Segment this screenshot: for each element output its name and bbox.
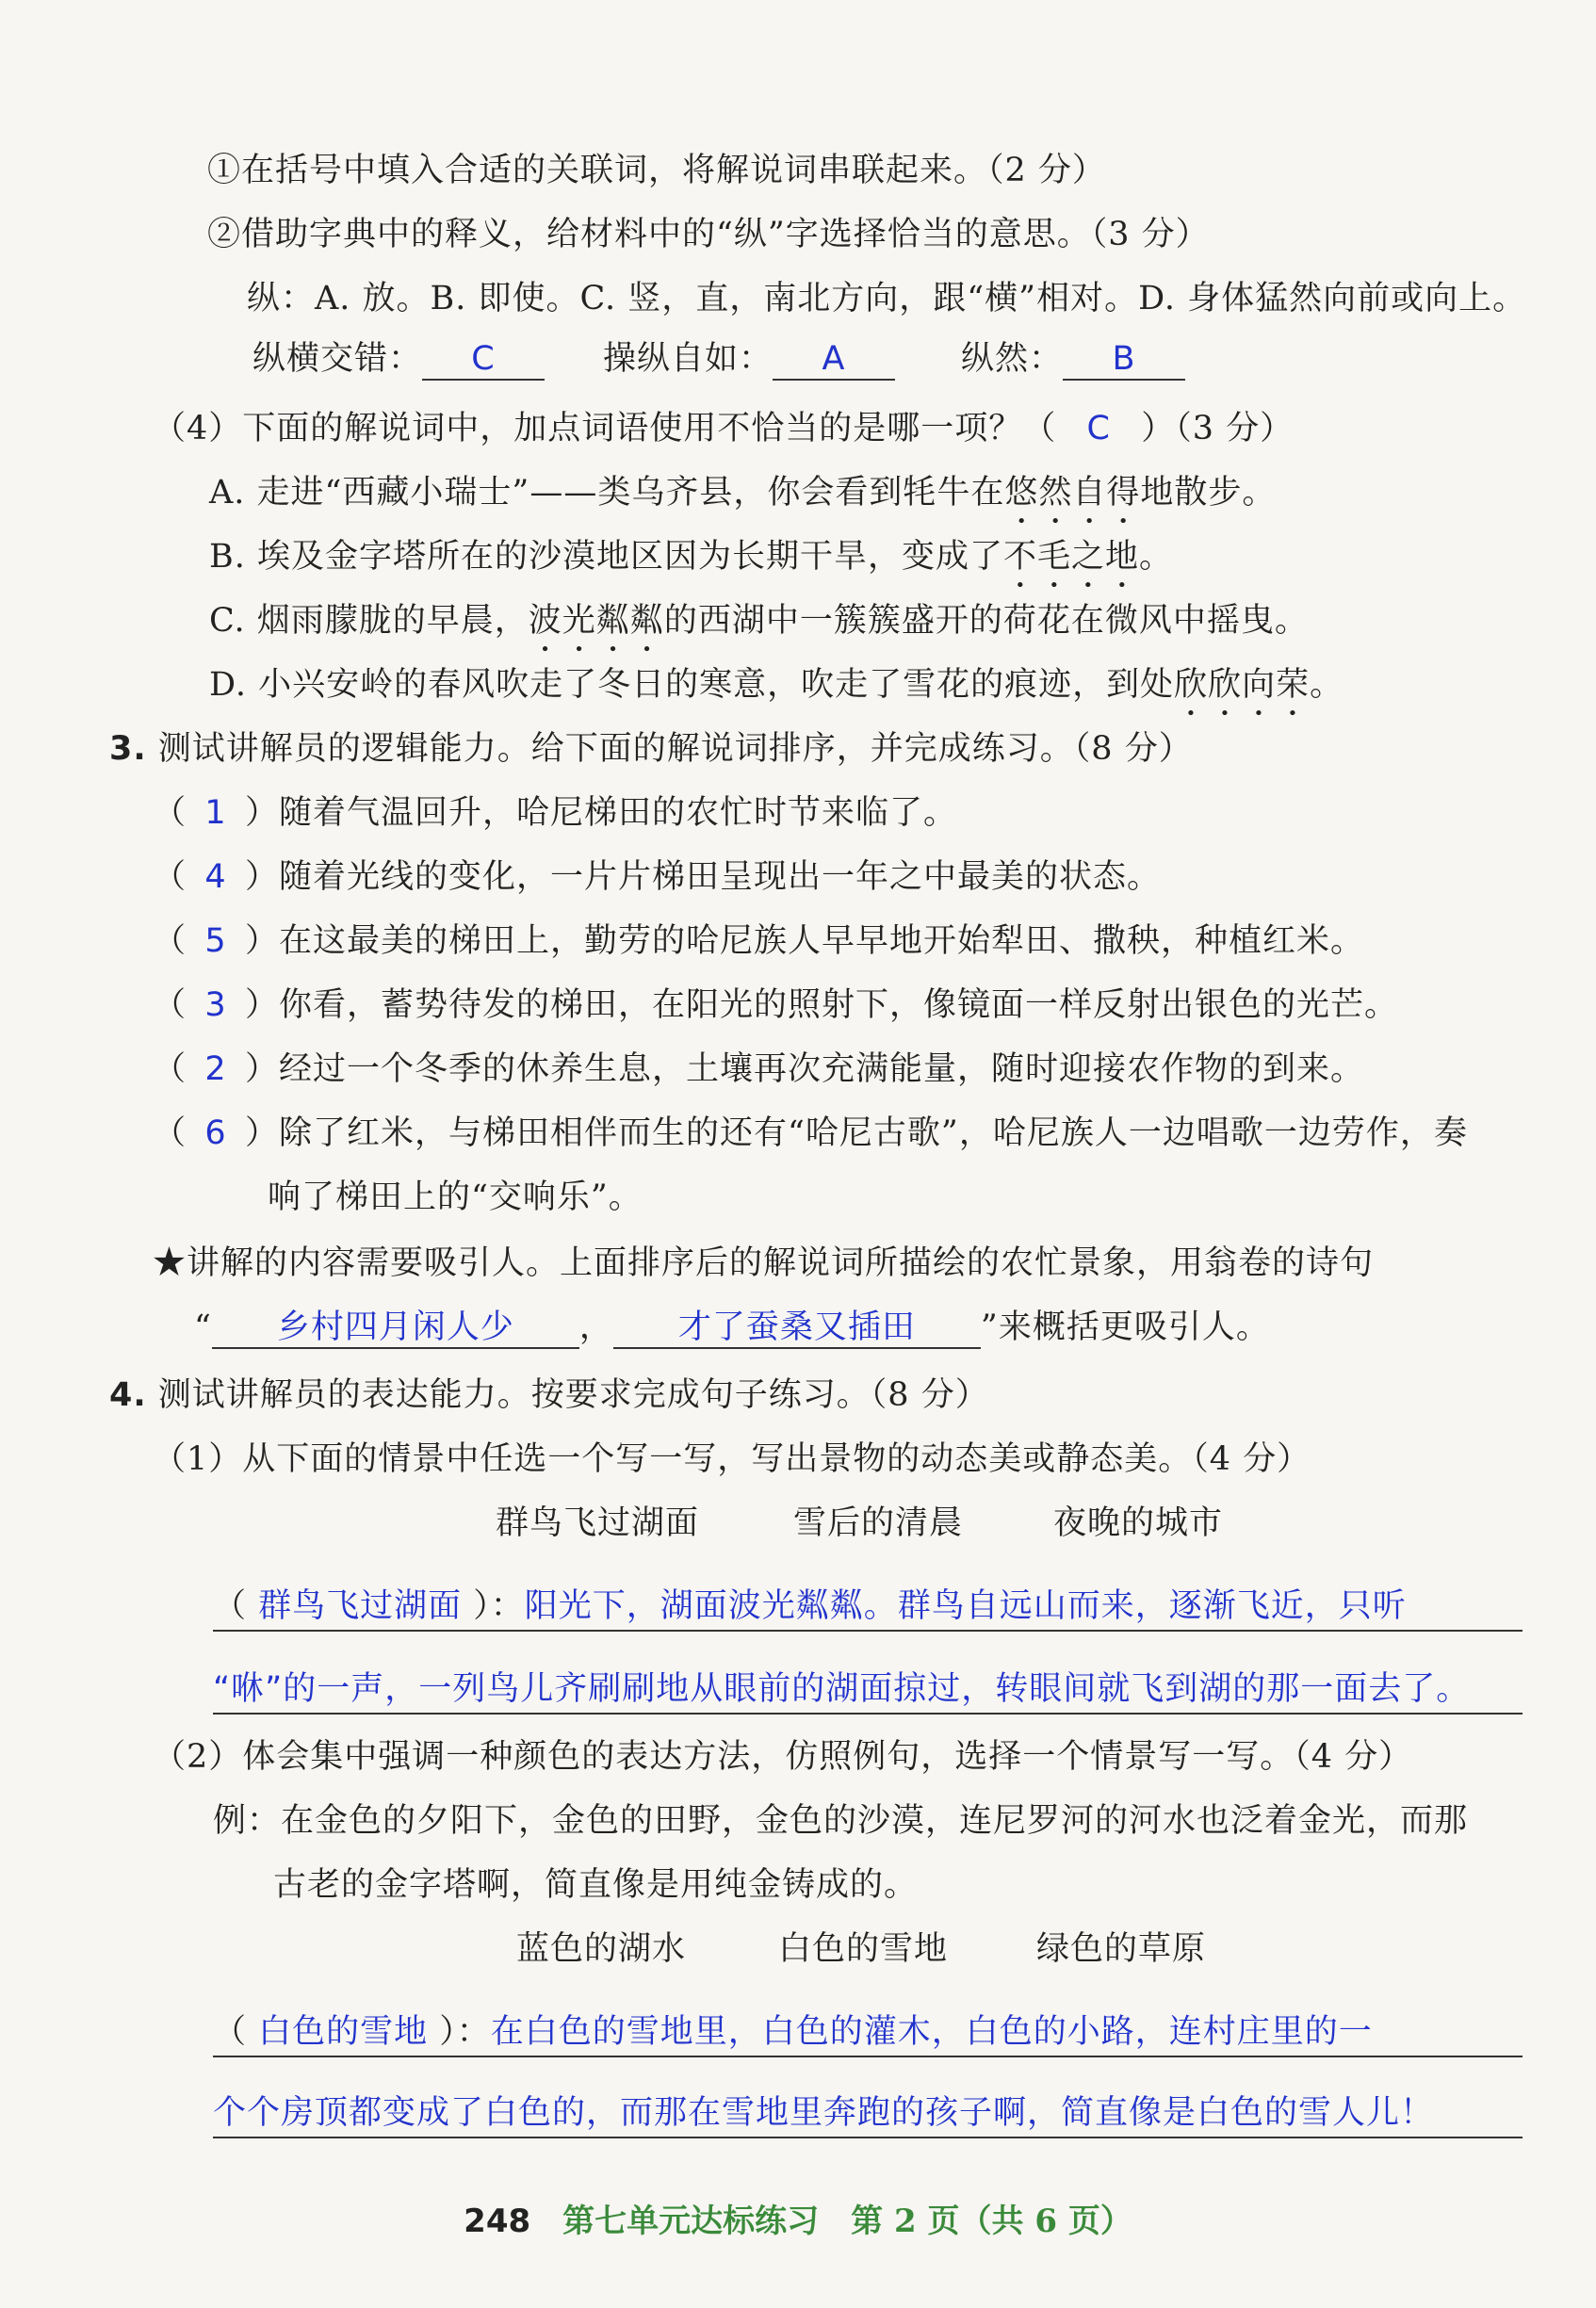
- option-text: 的西湖中一簇簇盛开的荷花在微风中摇曳。: [663, 602, 1309, 640]
- answer-underline: [213, 1713, 1523, 1715]
- sequence-item: （ 5 ）在这最美的梯田上，勤劳的哈尼族人早早地开始犁田、撒秧，种植红米。: [153, 919, 1364, 963]
- question-number: 3.: [109, 730, 147, 768]
- example-line2: 古老的金字塔啊，简直像是用纯金铸成的。: [273, 1866, 919, 1904]
- item-text: 你看，蓄势待发的梯田，在阳光的照射下，像镜面一样反射出银色的光芒。: [279, 986, 1399, 1024]
- q4-suffix: ）（3 分）: [1141, 410, 1295, 447]
- option-text: C. 烟雨朦胧的早晨，: [209, 602, 529, 640]
- sequence-item-continuation: 响了梯田上的“交响乐”。: [268, 1178, 643, 1216]
- option-b: [209, 535, 1173, 595]
- q2-part4: [153, 407, 1294, 450]
- dotted-phrase: 波光粼粼: [528, 602, 664, 640]
- q4-prefix: （4）下面的解说词中，加点词语使用不恰当的是哪一项？（: [153, 410, 1057, 447]
- answer2-line2: [213, 2091, 1434, 2135]
- sequence-item: （ 1 ）随着气温回升，哈尼梯田的农忙时节来临了。: [153, 791, 957, 835]
- answer-underline: [213, 2137, 1523, 2138]
- poem-blank-2[interactable]: [613, 1306, 981, 1349]
- handwritten-answer: C: [471, 340, 496, 378]
- answer-blank[interactable]: [1063, 337, 1185, 381]
- sequence-item: （ 4 ）随着光线的变化，一片片梯田呈现出一年之中最美的状态。: [153, 855, 1161, 899]
- item-text: 在这最美的梯田上，勤劳的哈尼族人早早地开始犁田、撒秧，种植红米。: [279, 922, 1365, 960]
- handwritten-answer: “咻”的一声，一列鸟儿齐刷刷地从眼前的湖面掠过，转眼间就飞到湖的那一面去了。: [213, 1670, 1471, 1708]
- option-text: B. 埃及金字塔所在的沙漠地区因为长期干旱，变成了: [209, 538, 1003, 576]
- word-label: 纵横交错：: [252, 340, 423, 378]
- sequence-item: （ 6 ）除了红米，与梯田相伴而生的还有“哈尼古歌”，哈尼族人一边唱歌一边劳作，奏: [153, 1112, 1468, 1155]
- scene-option: 群鸟飞过湖面: [496, 1504, 700, 1542]
- handwritten-answer: 个个房顶都变成了白色的，而那在雪地里奔跑的孩子啊，简直像是白色的雪人儿！: [213, 2094, 1435, 2132]
- scene-option: 白色的雪地: [778, 1930, 949, 1968]
- open-quote: “: [194, 1308, 212, 1346]
- handwritten-answer[interactable]: 2: [204, 1050, 227, 1088]
- item-text: 除了红米，与梯田相伴而生的还有“哈尼古歌”，哈尼族人一边唱歌一边劳作，奏: [279, 1114, 1468, 1152]
- item-text: 经过一个冬季的休养生息，土壤再次充满能量，随时迎接农作物的到来。: [279, 1050, 1365, 1088]
- word-zongheng: [252, 337, 545, 381]
- dotted-phrase: 欣欣向荣: [1174, 666, 1311, 704]
- question-title: 测试讲解员的逻辑能力。给下面的解说词排序，并完成练习。（8 分）: [157, 730, 1193, 768]
- dotted-phrase: 悠然自得: [1004, 474, 1141, 512]
- handwritten-answer[interactable]: 4: [204, 858, 227, 896]
- poem-blank-1[interactable]: [212, 1306, 579, 1349]
- q2-sub1: ①在括号中填入合适的关联词，将解说词串联起来。（2 分）: [207, 152, 1106, 189]
- answer-underline: [213, 2056, 1523, 2057]
- dotted-phrase: 不毛之地: [1002, 538, 1139, 576]
- answer-blank[interactable]: [773, 337, 895, 381]
- word-zongran: [961, 337, 1185, 381]
- comma: ，: [578, 1308, 613, 1346]
- handwritten-answer: 阳光下，湖面波光粼粼。群鸟自远山而来，逐渐飞近，只听: [524, 1587, 1407, 1625]
- q4-part2: （2）体会集中强调一种颜色的表达方法，仿照例句，选择一个情景写一写。（4 分）: [153, 1738, 1413, 1776]
- handwritten-answer[interactable]: 3: [204, 986, 227, 1024]
- sequence-item: （ 3 ）你看，蓄势待发的梯田，在阳光的照射下，像镜面一样反射出银色的光芒。: [153, 983, 1398, 1027]
- handwritten-answer: 在白色的雪地里，白色的灌木，白色的小路，连村庄里的一: [490, 2013, 1373, 2051]
- answer-underline: [213, 1630, 1523, 1632]
- star-prompt: ★讲解的内容需要吸引人。上面排序后的解说词所描绘的农忙景象，用翁卷的诗句: [153, 1244, 1375, 1282]
- handwritten-answer: B: [1112, 340, 1136, 378]
- handwritten-answer: A: [822, 340, 846, 378]
- option-text: A. 走进“西藏小瑞士”——类乌齐县，你会看到牦牛在: [209, 474, 1005, 512]
- word-label: 纵然：: [961, 340, 1064, 378]
- q2-sub2: ②借助字典中的释义，给材料中的“纵”字选择恰当的意思。（3 分）: [207, 216, 1210, 253]
- option-text: D. 小兴安岭的春风吹走了冬日的寒意，吹走了雪花的痕迹，到处: [209, 666, 1175, 704]
- zong-definitions: 纵：A. 放。B. 即使。C. 竖，直，南北方向，跟“横”相对。D. 身体猛然向前或向上。: [247, 280, 1527, 317]
- answer1-line1: （ 群鸟飞过湖面 ）：阳光下，湖面波光粼粼。群鸟自远山而来，逐渐飞近，只听: [213, 1587, 1407, 1625]
- question-title: 测试讲解员的表达能力。按要求完成句子练习。（8 分）: [157, 1376, 989, 1414]
- option-d: [209, 663, 1344, 723]
- answer1-line2: [213, 1667, 1470, 1711]
- scene-option: 雪后的清晨: [793, 1504, 964, 1542]
- q3-heading: [109, 727, 1193, 771]
- word-label: 操纵自如：: [603, 340, 774, 378]
- handwritten-answer: 才了蚕桑又插田: [677, 1308, 916, 1346]
- option-text: 地散步。: [1140, 474, 1277, 512]
- handwritten-answer[interactable]: 1: [204, 794, 227, 832]
- handwritten-answer: C: [1086, 410, 1111, 447]
- handwritten-answer: 乡村四月闲人少: [276, 1308, 514, 1346]
- option-a: [209, 471, 1276, 531]
- sequence-item: （ 2 ）经过一个冬季的休养生息，土壤再次充满能量，随时迎接农作物的到来。: [153, 1048, 1364, 1091]
- example-line1: 例：在金色的夕阳下，金色的田野，金色的沙漠，连尼罗河的河水也泛着金光，而那: [213, 1802, 1469, 1840]
- question-number: 4.: [109, 1376, 147, 1414]
- page-number: 248: [464, 2202, 531, 2240]
- handwritten-answer[interactable]: 6: [204, 1114, 227, 1152]
- item-text: 随着光线的变化，一片片梯田呈现出一年之中最美的状态。: [279, 858, 1162, 896]
- answer-blank[interactable]: [422, 337, 545, 381]
- scene-option: 绿色的草原: [1036, 1930, 1207, 1968]
- word-caozong: [603, 337, 895, 381]
- handwritten-choice: 群鸟飞过湖面: [258, 1587, 463, 1625]
- scene-option: 蓝色的湖水: [516, 1930, 687, 1968]
- answer2-line1: （ 白色的雪地 ）：在白色的雪地里，白色的灌木，白色的小路，连村庄里的一: [213, 2013, 1373, 2051]
- handwritten-choice: 白色的雪地: [258, 2013, 429, 2051]
- q4-part1: （1）从下面的情景中任选一个写一写，写出景物的动态美或静态美。（4 分）: [153, 1440, 1311, 1478]
- poem-line: [194, 1306, 1270, 1349]
- option-text: 。: [1310, 666, 1344, 704]
- item-text: 随着气温回升，哈尼梯田的农忙时节来临了。: [279, 794, 958, 832]
- handwritten-answer[interactable]: 5: [204, 922, 227, 960]
- option-text: 。: [1139, 538, 1174, 576]
- q4-heading: [109, 1373, 989, 1417]
- footer-text: 第七单元达标练习 第 2 页（共 6 页）: [562, 2202, 1132, 2240]
- page-footer: [0, 2195, 1596, 2241]
- poem-suffix: ”来概括更吸引人。: [980, 1308, 1270, 1346]
- scene-option: 夜晚的城市: [1053, 1504, 1224, 1542]
- option-c: [209, 599, 1309, 659]
